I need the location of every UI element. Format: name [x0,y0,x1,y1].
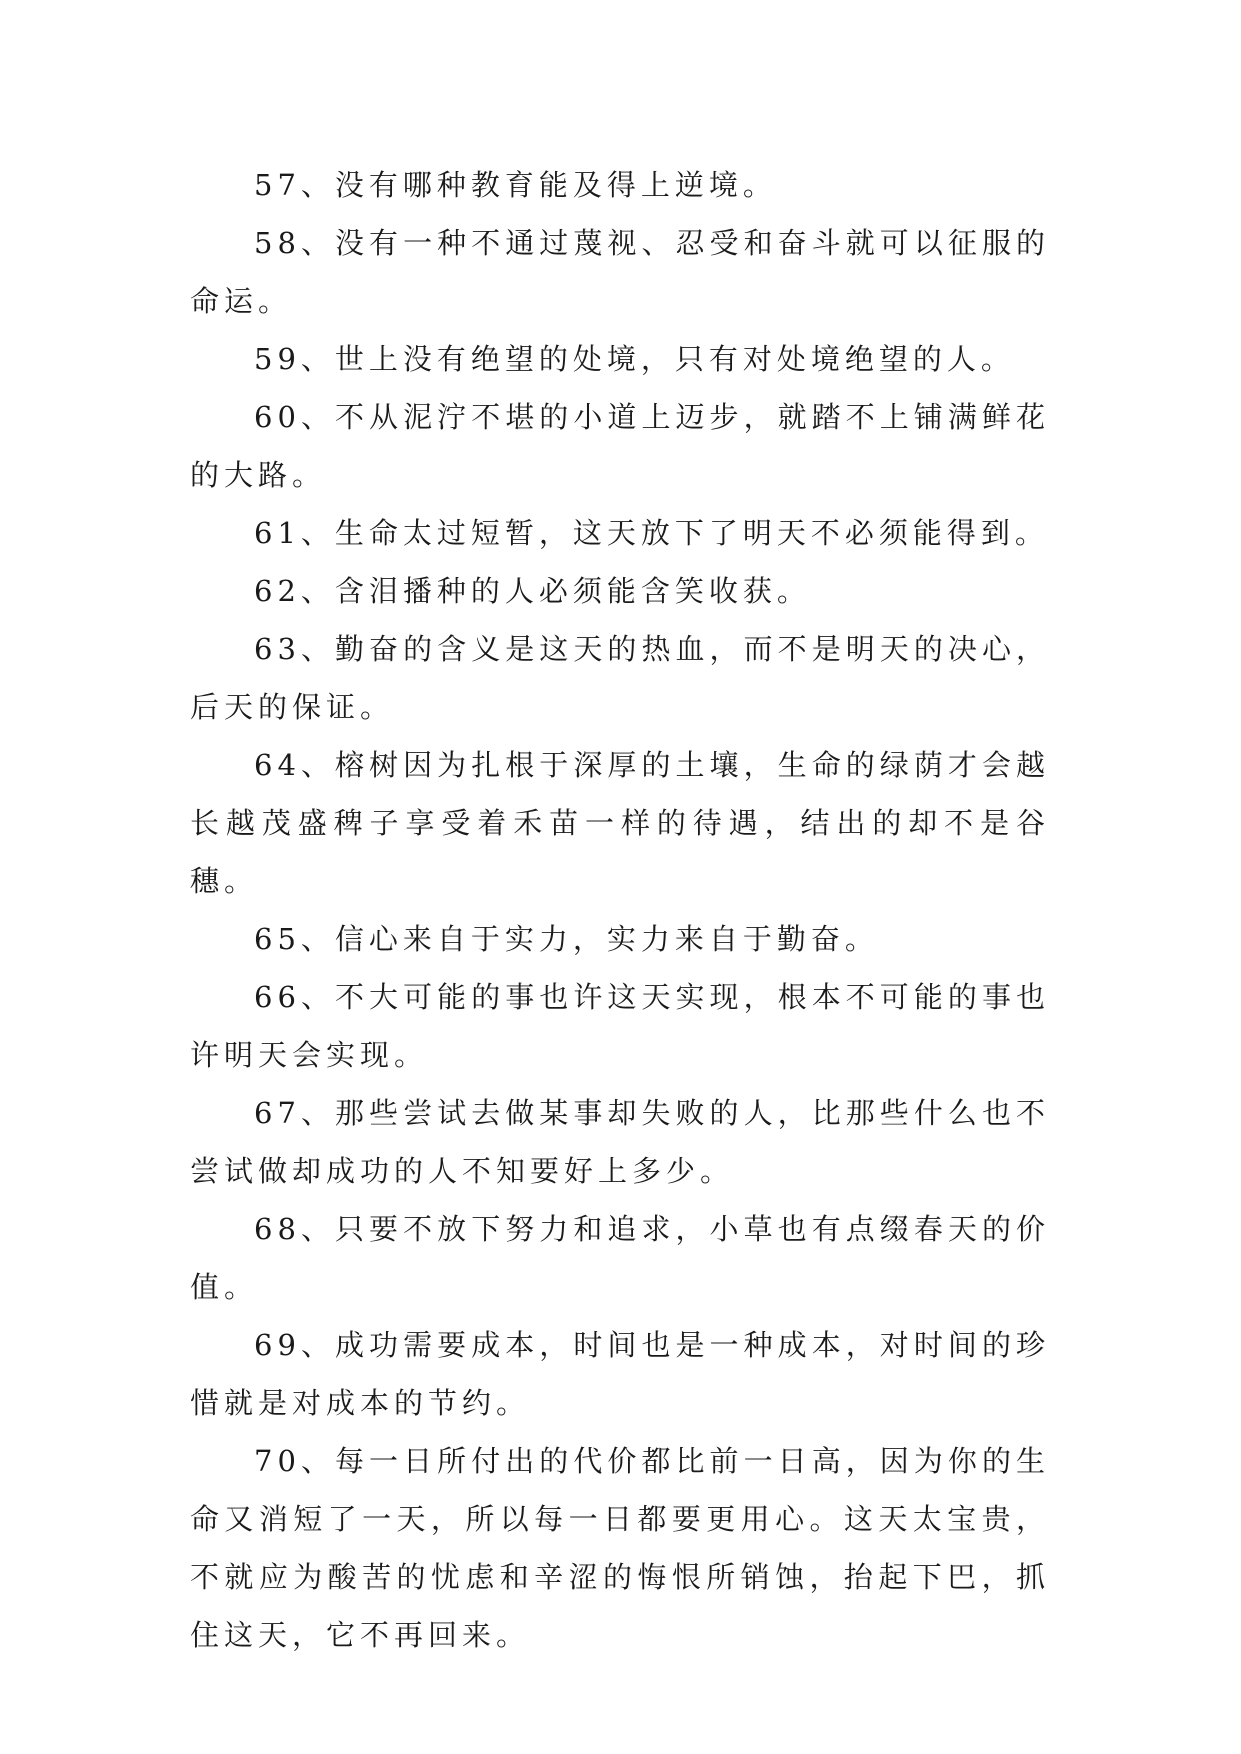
paragraph-65: 65、信心来自于实力，实力来自于勤奋。 [254,922,879,956]
paragraph-67: 67、那些尝试去做某事却失败的人，比那些什么也不尝试做却成功的人不知要好上多少。 [190,1096,1050,1188]
paragraph-59: 59、世上没有绝望的处境，只有对处境绝望的人。 [254,342,1015,376]
paragraph-60: 60、不从泥泞不堪的小道上迈步，就踏不上铺满鲜花的大路。 [190,400,1050,492]
paragraph-62: 62、含泪播种的人必须能含笑收获。 [254,574,811,608]
paragraph-58: 58、没有一种不通过蔑视、忍受和奋斗就可以征服的命运。 [190,226,1050,318]
paragraph-57: 57、没有哪种教育能及得上逆境。 [254,168,777,202]
paragraph-70: 70、每一日所付出的代价都比前一日高，因为你的生命又消短了一天，所以每一日都要更用心。这天太宝贵，不就应为酸苦的忧虑和辛涩的悔恨所销蚀，抬起下巴，抓住这天，它不再回来。 [190,1444,1050,1652]
paragraph-69: 69、成功需要成本，时间也是一种成本，对时间的珍惜就是对成本的节约。 [190,1328,1050,1420]
paragraph-66: 66、不大可能的事也许这天实现，根本不可能的事也许明天会实现。 [190,980,1050,1072]
paragraph-63: 63、勤奋的含义是这天的热血，而不是明天的决心，后天的保证。 [190,632,1050,724]
paragraph-64: 64、榕树因为扎根于深厚的土壤，生命的绿荫才会越长越茂盛稗子享受着禾苗一样的待遇，结出的却不是谷穗。 [190,748,1050,898]
paragraph-61: 61、生命太过短暂，这天放下了明天不必须能得到。 [254,516,1049,550]
document-body [190,156,1050,1664]
paragraph-68: 68、只要不放下努力和追求，小草也有点缀春天的价值。 [190,1212,1050,1304]
